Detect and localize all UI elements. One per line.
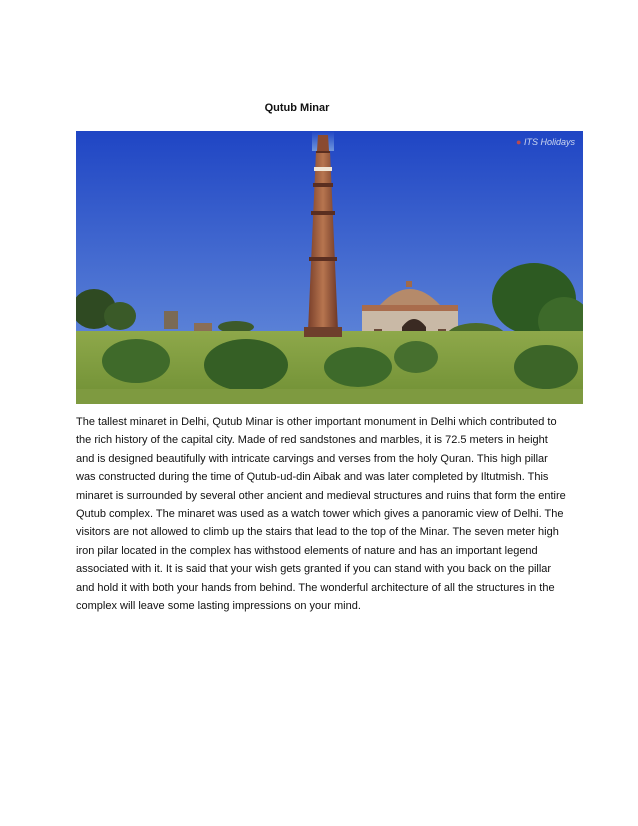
body-paragraph: The tallest minaret in Delhi, Qutub Minar is other important monument in Delhi which contributed to the rich history of the capital city. Made of red sandstones and marbles, it is 72.5 meters in height and is designed beautifully with intricate carvings and verses from the holy Quran. This high pillar was constructed during the time of Qutub-ud-din Aibak and was later completed by Iltutmish. This minaret is surrounded by several other ancient and medieval structures and ruins that form the entire Qutub complex. The minaret was used as a watch tower which gives a panoramic view of Delhi. The visitors are not allowed to climb up the stairs that lead to the top of the Minar. The seven meter high iron pilar located in the complex has withstood elements of nature and has an important legend associated with it. It is said that your wish gets granted if you can stand with you back on the pillar and hold it with both your hands from behind. The wonderful architecture of all the structures in the complex will leave some lasting impressions on your mind. <box>76 416 566 613</box>
page-title: Qutub Minar <box>264 102 330 114</box>
photo-illustration <box>76 131 583 404</box>
watermark-text: ITS Holidays <box>523 137 575 147</box>
qutub-minar-photo <box>76 131 583 404</box>
photo-watermark: ● ITS Holidays <box>516 137 575 147</box>
